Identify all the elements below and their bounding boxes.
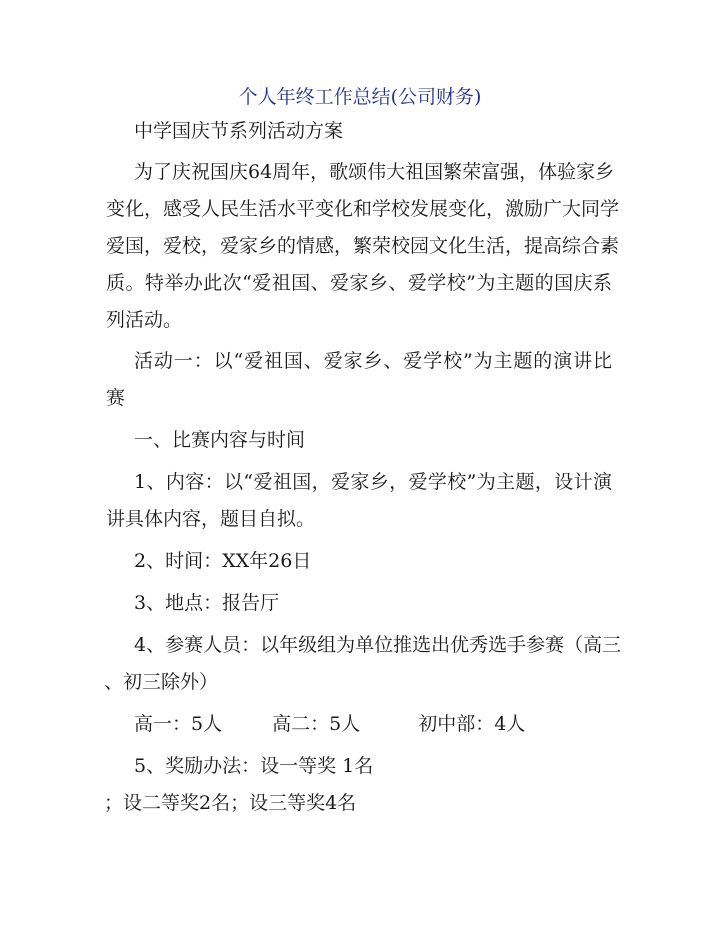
intro-line-1: 为了庆祝国庆64周年，歌颂伟大祖国繁荣富强，体验家乡 <box>134 161 615 183</box>
activity-line-1: 活动一：以“爱祖国、爱家乡、爱学校”为主题的演讲比 <box>134 350 612 372</box>
intro-line-5: 列活动。 <box>106 309 183 331</box>
item1-line-1: 1、内容：以“爱祖国，爱家乡，爱学校”为主题，设计演 <box>134 471 612 493</box>
item2-time: 2、时间：XX年26日 <box>134 550 312 572</box>
intro-line-3: 爱国，爱校，爱家乡的情感，繁荣校园文化生活，提高综合素 <box>106 235 620 257</box>
quota-senior1: 高一：5人 <box>134 713 223 735</box>
item5-line-2: ；设二等奖2名；设三等奖4名 <box>104 792 357 814</box>
quota-row <box>134 711 525 737</box>
plan-subtitle: 中学国庆节系列活动方案 <box>134 120 344 142</box>
quota-senior2: 高二：5人 <box>272 713 361 735</box>
document-title: 个人年终工作总结(公司财务) <box>238 86 482 108</box>
item3-location: 3、地点：报告厅 <box>134 592 280 614</box>
section-heading: 一、比赛内容与时间 <box>134 429 306 451</box>
item5-line-1: 5、奖励办法：设一等奖 1名 <box>134 755 374 777</box>
quota-junior: 初中部：4人 <box>418 713 526 735</box>
intro-line-2: 变化，感受人民生活水平变化和学校发展变化，激励广大同学 <box>106 198 620 220</box>
intro-line-4: 质。特举办此次“爱祖国、爱家乡、爱学校”为主题的国庆系 <box>106 272 612 294</box>
activity-line-2: 赛 <box>106 387 126 409</box>
item1-line-2: 讲具体内容，题目自拟。 <box>106 508 316 530</box>
item4-line-1: 4、参赛人员：以年级组为单位推选出优秀选手参赛（高三 <box>134 634 622 656</box>
item4-line-2: 、初三除外） <box>104 671 219 693</box>
